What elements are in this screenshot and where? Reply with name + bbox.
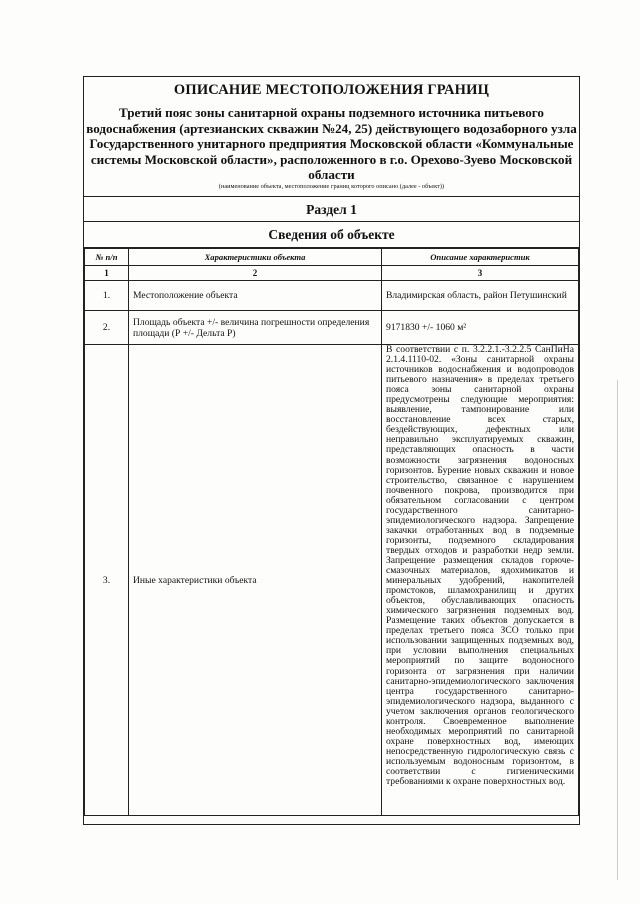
table-row [85,311,579,345]
section-label: Раздел 1 [84,197,579,222]
column-number: 3 [382,266,579,281]
column-number: 2 [129,266,382,281]
row-description: В соответствии с п. 3.2.2.1.-3.2.2.5 СанПиНа 2.1.4.1110-02. «Зоны санитарной охраны источников водоснабжения и водопроводов питьевого назначения» в пределах третьего пояса зоны санитарной охраны предусмотрены следующие мероприятия: выявление, тампонирование или восстановление всех старых, бездействующих, дефектных или неправильно эксплуатируемых скважин, представляющих опасность в части возможности загрязнения водоносных горизонтов. Бурение новых скважин и новое строительство, связанное с нарушением почвенного покрова, производится при обязательном согласовании с центром государственного санитарно-эпидемиологического надзора. Запрещение закачки отработанных вод в подземные горизонты, подземного складирования твердых отходов и разработки недр земли. Запрещение размещения складов горюче-смазочных материалов, ядохимикатов и минеральных удобрений, накопителей промстоков, шламохранилищ и других объектов, обуславливающих опасность химического загрязнения подземных вод. Размещение таких объектов допускается в пределах третьего пояса ЗСО только при использовании защищенных подземных вод, при условии выполнения специальных мероприятий по защите водоносного горизонта от загрязнения при наличии санитарно-эпидемиологического заключения центра государственного санитарно-эпидемиологического надзора, выданного с учетом заключения органов геологического контроля. Своевременное выполнение необходимых мероприятий по санитарной охране поверхностных вод, имеющих непосредственную гидрологическую связь с используемым водоносным горизонтом, в соответствии с гигиеническими требованиями к охране поверхностных вод. [382,345,579,816]
object-info-table [84,248,579,816]
row-characteristic: Местоположение объекта [129,281,382,311]
row-characteristic: Иные характеристики объекта [129,345,382,816]
table-header-row [85,249,579,266]
table-row [85,281,579,311]
row-number: 1. [85,281,129,311]
column-header-description: Описание характеристик [382,249,579,266]
table-row [85,345,579,816]
column-header-characteristic: Характеристики объекта [129,249,382,266]
section-name: Сведения об объекте [84,222,579,248]
column-number-row [85,266,579,281]
document-title: ОПИСАНИЕ МЕСТОПОЛОЖЕНИЯ ГРАНИЦ [173,82,490,98]
row-number: 2. [85,311,129,345]
column-number: 1 [85,266,129,281]
scan-edge-line [617,380,618,880]
row-description: 9171830 +/- 1060 м² [382,311,579,345]
row-characteristic: Площадь объекта +/- величина погрешности определения площади (Р +/- Дельта Р) [129,311,382,345]
document-frame [83,76,580,825]
column-header-number: № п/п [85,249,129,266]
title-block [84,77,579,197]
object-name-caption: (наименование объекта, местоположение границ которого описано (далее - объект)) [218,183,445,190]
row-number: 3. [85,345,129,816]
row-description: Владимирская область, район Петушинский [382,281,579,311]
object-name: Третий пояс зоны санитарной охраны подземного источника питьевого водоснабжения (артезианских скважин №24, 25) действующего водозаборного узла Государственного унитарного предприятия Московской области «Коммунальные системы Московской области», расположенного в г.о. Орехово-Зуево Московской области [86,105,577,182]
